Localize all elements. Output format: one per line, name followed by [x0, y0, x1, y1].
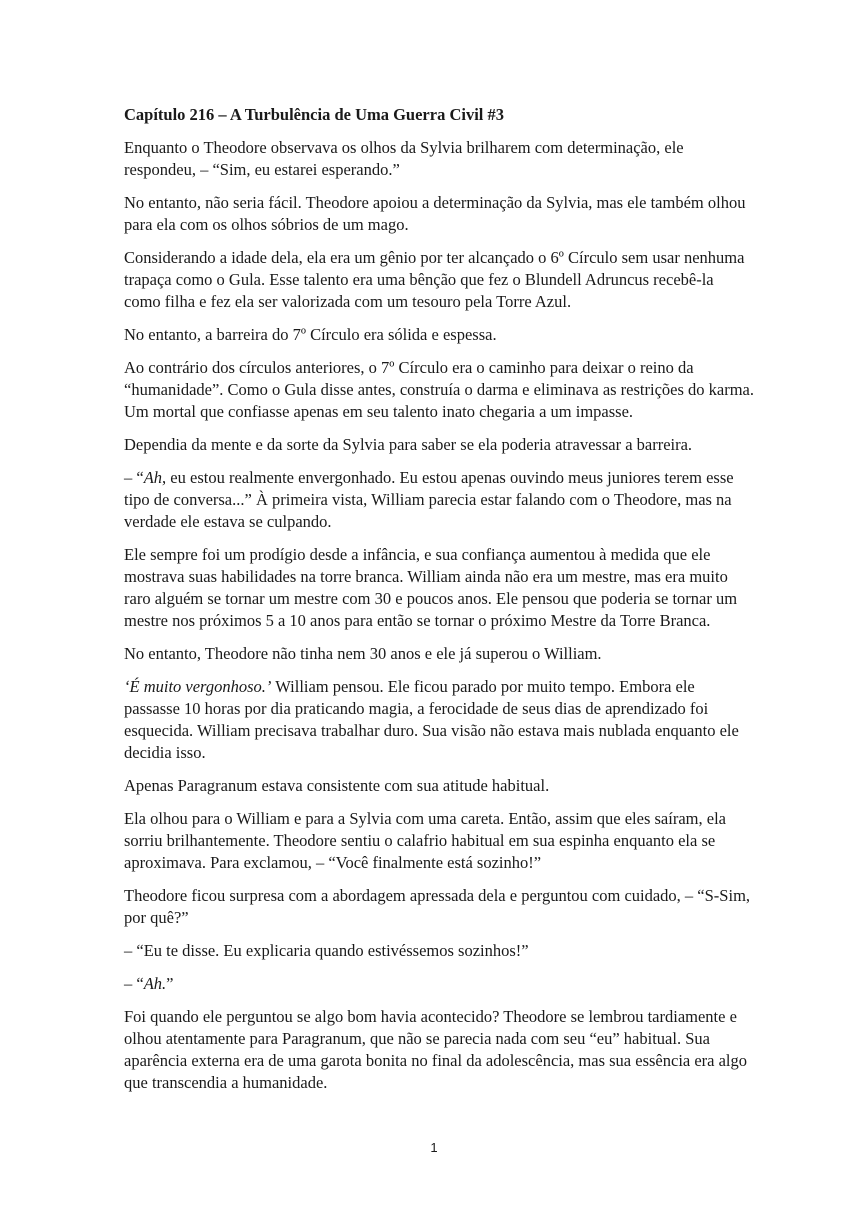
- paragraph: [124, 1006, 754, 1094]
- text-run: No entanto, não seria fácil. Theodore apoiou a determinação da Sylvia, mas ele também olhou para ela com os olhos sóbrios de um mago.: [124, 193, 746, 234]
- document-page: [124, 104, 754, 1105]
- paragraph: [124, 324, 754, 346]
- text-run: – “: [124, 468, 144, 487]
- paragraph: [124, 467, 754, 533]
- text-run: Ele sempre foi um prodígio desde a infância, e sua confiança aumentou à medida que ele mostrava suas habilidades na torre branca. William ainda não era um mestre, mas era muito raro alguém se tornar um mestre com 30 e poucos anos. Ele pensou que poderia se tornar um mestre nos próximos 5 a 10 anos para então se tornar o próximo Mestre da Torre Branca.: [124, 545, 738, 630]
- text-run: – “Eu te disse. Eu explicaria quando estivéssemos sozinhos!”: [124, 941, 529, 960]
- paragraph: [124, 434, 754, 456]
- text-run: No entanto, a barreira do 7º Círculo era sólida e espessa.: [124, 325, 497, 344]
- italic-text: Ah: [143, 468, 163, 487]
- text-run: , eu estou realmente envergonhado. Eu estou apenas ouvindo meus juniores terem esse tipo de conversa...” À primeira vista, William parecia estar falando com o Theodore, mas na verdade ele estava se culpando.: [124, 468, 734, 531]
- text-run: William pensou. Ele ficou parado por muito tempo. Embora ele passasse 10 horas por dia praticando magia, a ferocidade de seus dias de aprendizado foi esquecida. William precisava trabalhar duro. Sua visão não estava mais nublada enquanto ele decidia isso.: [124, 677, 739, 762]
- text-run: Ao contrário dos círculos anteriores, o 7º Círculo era o caminho para deixar o reino da “humanidade”. Como o Gula disse antes, construía o darma e eliminava as restrições do karma. Um mortal que confiasse apenas em seu talento inato chegaria a um impasse.: [124, 358, 755, 421]
- paragraph: [124, 775, 754, 797]
- chapter-title: Capítulo 216 – A Turbulência de Uma Guerra Civil #3: [124, 105, 504, 124]
- paragraph: [124, 973, 754, 995]
- italic-text: ‘É muito vergonhoso.’: [124, 677, 272, 696]
- text-run: ”: [166, 974, 174, 993]
- text-run: Enquanto o Theodore observava os olhos da Sylvia brilharem com determinação, ele respondeu, – “Sim, eu estarei esperando.”: [124, 138, 684, 179]
- text-run: Ela olhou para o William e para a Sylvia com uma careta. Então, assim que eles saíram, ela sorriu brilhantemente. Theodore sentiu o calafrio habitual em sua espinha enquanto ela se aproximava. Para exclamou, – “Você finalmente está sozinho!”: [124, 809, 726, 872]
- text-run: – “: [124, 974, 144, 993]
- paragraph: [124, 137, 754, 181]
- paragraph: [124, 885, 754, 929]
- text-run: Foi quando ele perguntou se algo bom havia acontecido? Theodore se lembrou tardiamente e olhou atentamente para Paragranum, que não se parecia nada com seu “eu” habitual. Sua aparência externa era de uma garota bonita no final da adolescência, mas sua essência era algo que transcendia a humanidade.: [124, 1007, 748, 1092]
- text-run: Considerando a idade dela, ela era um gênio por ter alcançado o 6º Círculo sem usar nenhuma trapaça como o Gula. Esse talento era uma bênção que fez o Blundell Adruncus recebê-la como filha e fez ela ser valorizada com um tesouro pela Torre Azul.: [124, 248, 745, 311]
- paragraph: [124, 357, 754, 423]
- chapter-body: [124, 137, 754, 1094]
- italic-text: Ah.: [143, 974, 167, 993]
- text-run: Apenas Paragranum estava consistente com sua atitude habitual.: [124, 776, 550, 795]
- paragraph: [124, 940, 754, 962]
- paragraph: [124, 808, 754, 874]
- paragraph: [124, 247, 754, 313]
- paragraph: [124, 544, 754, 632]
- paragraph: [124, 676, 754, 764]
- text-run: No entanto, Theodore não tinha nem 30 anos e ele já superou o William.: [124, 644, 602, 663]
- paragraph: [124, 643, 754, 665]
- paragraph: [124, 192, 754, 236]
- page-number: 1: [430, 1140, 438, 1155]
- text-run: Theodore ficou surpresa com a abordagem apressada dela e perguntou com cuidado, – “S-Sim, por quê?”: [124, 886, 751, 927]
- text-run: Dependia da mente e da sorte da Sylvia para saber se ela poderia atravessar a barreira.: [124, 435, 693, 454]
